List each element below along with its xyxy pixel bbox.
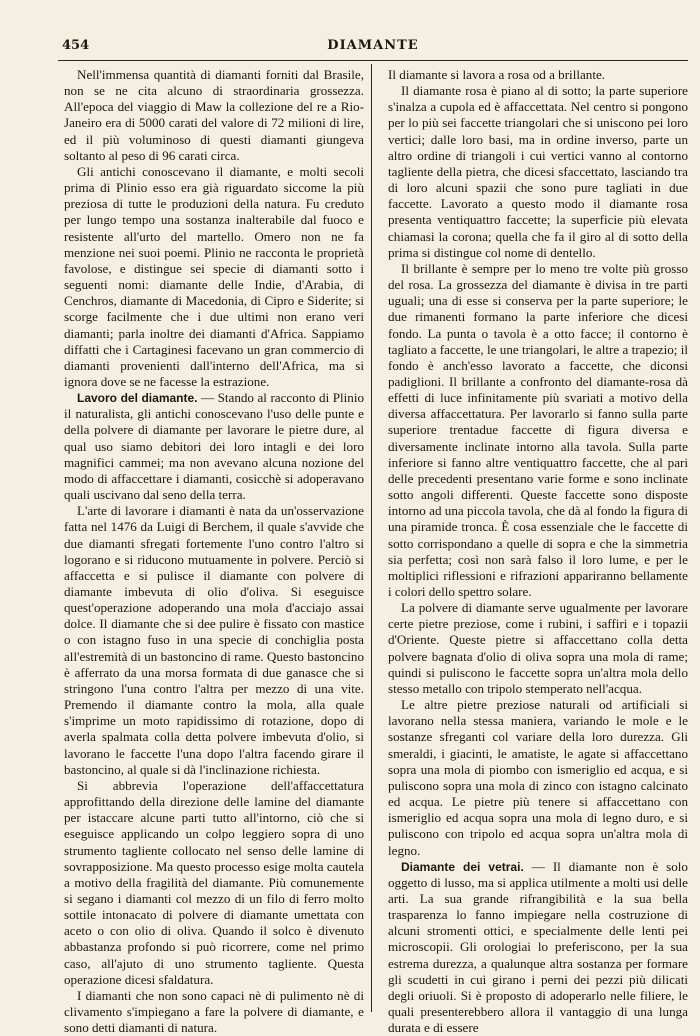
paragraph: Le altre pietre preziose naturali od artificiali si lavorano nella stessa maniera, variando le mole e le sostanze sfreganti col variare della loro durezza. Gli smeraldi, i giacinti, le amatiste, le agate si affaccettano sopra una mola di piombo con ismeriglio ed acqua, e si puliscono sopra una mola di zinco con istagno calcinato ed acqua. Le pietre più tenere si affaccettano con ismeriglio ed acqua sopra una mola di legno duro, e si puliscono con tripolo ed acqua sopra un'altra mola di legno. bbox=[388, 697, 688, 858]
right-column bbox=[388, 67, 688, 1036]
running-title: DIAMANTE bbox=[327, 38, 419, 53]
paragraph: I diamanti che non sono capaci nè di pulimento nè di clivamento s'impiegano a fare la polvere di diamante, e sono detti diamanti di natura. bbox=[64, 987, 364, 1036]
paragraph: Gli antichi conoscevano il diamante, e molti secoli prima di Plinio esso era già riguardato siccome la più preziosa di tutte le produzioni della natura. Fu creduto per lungo tempo una sostanza inalterabile dal fuoco e resistente all'urto del martello. Omero non ne fa menzione nei suoi poemi. Plinio ne racconta le proprietà favolose, e distingue sei specie di diamanti sotto i seguenti nomi: diamante delle Indie, d'Arabia, di Cenchros, diamante di Macedonia, di Cipro e Siderite; si scorge facilmente che i due ultimi non erano veri diamanti; parla inoltre dei diamanti d'Africa. Sappiamo diffatti che i Cartaginesi facevano un gran commercio di diamanti provenienti dall'interno dell'Africa, ma si ignora dove se ne facesse la estrazione. bbox=[64, 163, 364, 389]
paragraph: Lavoro del diamante. — Stando al racconto di Plinio il naturalista, gli antichi conoscevano l'uso delle punte e della polvere di diamante per lavorare le pietre dure, al qual uso siamo debitori dei loro intagli e dei loro magnifici cammei; ma non avevano alcuna nozione del modo di affaccettare i diamanti, cosicchè si adoperavano quali uscivano dal seno della terra. bbox=[64, 390, 364, 503]
paragraph: Il brillante è sempre per lo meno tre volte più grosso del rosa. La grossezza del diamante è divisa in tre parti uguali; una di esse si conserva per la parte superiore; le due rimanenti formano la parte inferiore che dicesi fondo. La punta o tavola è a otto facce; il contorno è tagliato a faccette, le une triangolari, le altre a trapezio; il fondo è anch'esso lavorato a faccette, che diconsi padiglioni. Il brillante a confronto del diamante-rosa dà effetti di luce infinitamente più svariati a motivo della diversa affaccettatura. Per lavorarlo si fanno sulla parte superiore trentadue faccette di figura diversa e diversamente inclinate intorno alla tavola. Sulla parte inferiore si fanno altre ventiquattro faccette, che al pari delle precedenti presentano varie forme e sono inclinate sotto angoli differenti. Queste faccette sono disposte intorno ad una piccola tavola, che dà al fondo la figura di una piramide tronca. È cosa essenziale che le faccette di sotto corrispondano a quelle di sopra e che la simmetria sia perfetta; così non sarà falso il loro lume, e per le moltiplici riflessioni e rifrazioni appariranno bellamente i colori dello spettro solare. bbox=[388, 260, 688, 599]
paragraph: Il diamante si lavora a rosa od a brillante. bbox=[388, 67, 606, 82]
paragraph: L'arte di lavorare i diamanti è nata da un'osservazione fatta nel 1476 da Luigi di Berchem, il quale s'avvide che due diamanti sfregati fortemente l'uno contro l'altro si logorano e si riducono mutuamente in polvere. Perciò si affaccetta e si pulisce il diamante con polvere di diamante imbevuta di olio d'oliva. Si eseguisce quest'operazione adoperando una mola d'acciajo assai dolce. Il diamante che si dee pulire è fissato con mastice o con istagno fuso in una specie di conchiglia posta all'estremità di un bastoncino di rame. Questo bastoncino è afferrato da una morsa formata di due ganasce che si stringono l'una contro l'altra per mezzo di una vite. Premendo il diamante contro la mola, alla quale s'imprime un moto rapidissimo di rotazione, dopo di averla spalmata colla detta polvere imbevuta d'olio, si lavorano le faccette l'una dopo l'altra facendo girare il bastoncino, al quale si dà l'inclinazione richiesta. bbox=[64, 503, 364, 777]
page-number: 454 bbox=[62, 38, 90, 53]
paragraph: Nell'immensa quantità di diamanti forniti dal Brasile, non se ne cita alcuno di straordinaria grossezza. All'epoca del viaggio di Maw la collezione del re a Rio-Janeiro era di 5000 carati del valore di 72 milioni di lire, ed il più voluminoso di questi diamanti giungeva soltanto al peso di 96 carati circa. bbox=[64, 67, 364, 163]
page-header bbox=[58, 38, 688, 58]
header-rule bbox=[58, 60, 688, 61]
section-heading: Diamante dei vetrai. bbox=[401, 859, 524, 874]
paragraph: Il diamante rosa è piano al di sotto; la parte superiore s'inalza a cupola ed è affaccettata. Nel centro si pongono per lo più sei faccette triangolari che si uniscono pei loro vertici; dalle loro basi, ma in ordine inverso, parte un altro ordine di triangoli i cui vertici vanno al contorno tagliente della pietra, che dicesi sfaccettato, lasciando tra di loro alcuni spazii che sono pure tagliati in due faccette. Lavorato a questo modo il diamante rosa presenta ventiquattro faccette; la superficie più elevata chiamasi la corona; quella che fa il giro al di sotto della prima si distingue col nome di dentello. bbox=[388, 83, 688, 260]
left-column bbox=[64, 67, 364, 1036]
paragraph: La polvere di diamante serve ugualmente per lavorare certe pietre preziose, come i rubini, i saffiri e i topazii d'Oriente. Queste pietre si affaccettano colla detta polvere bagnata d'olio di oliva sopra una mola di rame; quindi si puliscono le faccette sopra un'altra mola dello stesso metallo con tripolo stemperato nell'acqua. bbox=[388, 600, 688, 696]
paragraph: Diamante dei vetrai. — Il diamante non è solo oggetto di lusso, ma si applica utilmente a molti usi delle arti. La sua grande rifrangibilità e la sua bella trasparenza lo fanno impiegare nella costruzione di alcuni stromenti ottici, e specialmente delle lenti pei microscopii. Gli orologiai lo preferiscono, per la sua estrema durezza, a qualunque altra sostanza per formare gli scudetti in cui girano i perni dei pezzi più dilicati degli oriuoli. Si è proposto di adoperarlo nelle filiere, le quali presenterebbero allora il vantaggio di una lunga durata e di essere bbox=[388, 858, 688, 1036]
paragraph: Si abbrevia l'operazione dell'affaccettatura approfittando della direzione delle lamine del diamante per istaccare alcune parti tutto all'intorno, ciò che si eseguisce applicando un colpo leggiero sopra di uno strumento tagliente collocato nel senso delle lamine di sovrapposizione. Ma questo processo esige molta cautela a motivo della fragilità del diamante. Più comunemente si segano i diamanti col mezzo di un filo di ferro molto sottile intonacato di polvere di diamante umettata con aceto o con olio di oliva. Quando il solco è divenuto abbastanza profondo si può ricorrere, come nel primo caso, all'ajuto di uno strumento tagliente. Questa operazione dicesi sfaldatura. bbox=[64, 777, 364, 987]
section-heading: Lavoro del diamante. bbox=[77, 391, 198, 406]
column-divider bbox=[371, 64, 372, 1012]
